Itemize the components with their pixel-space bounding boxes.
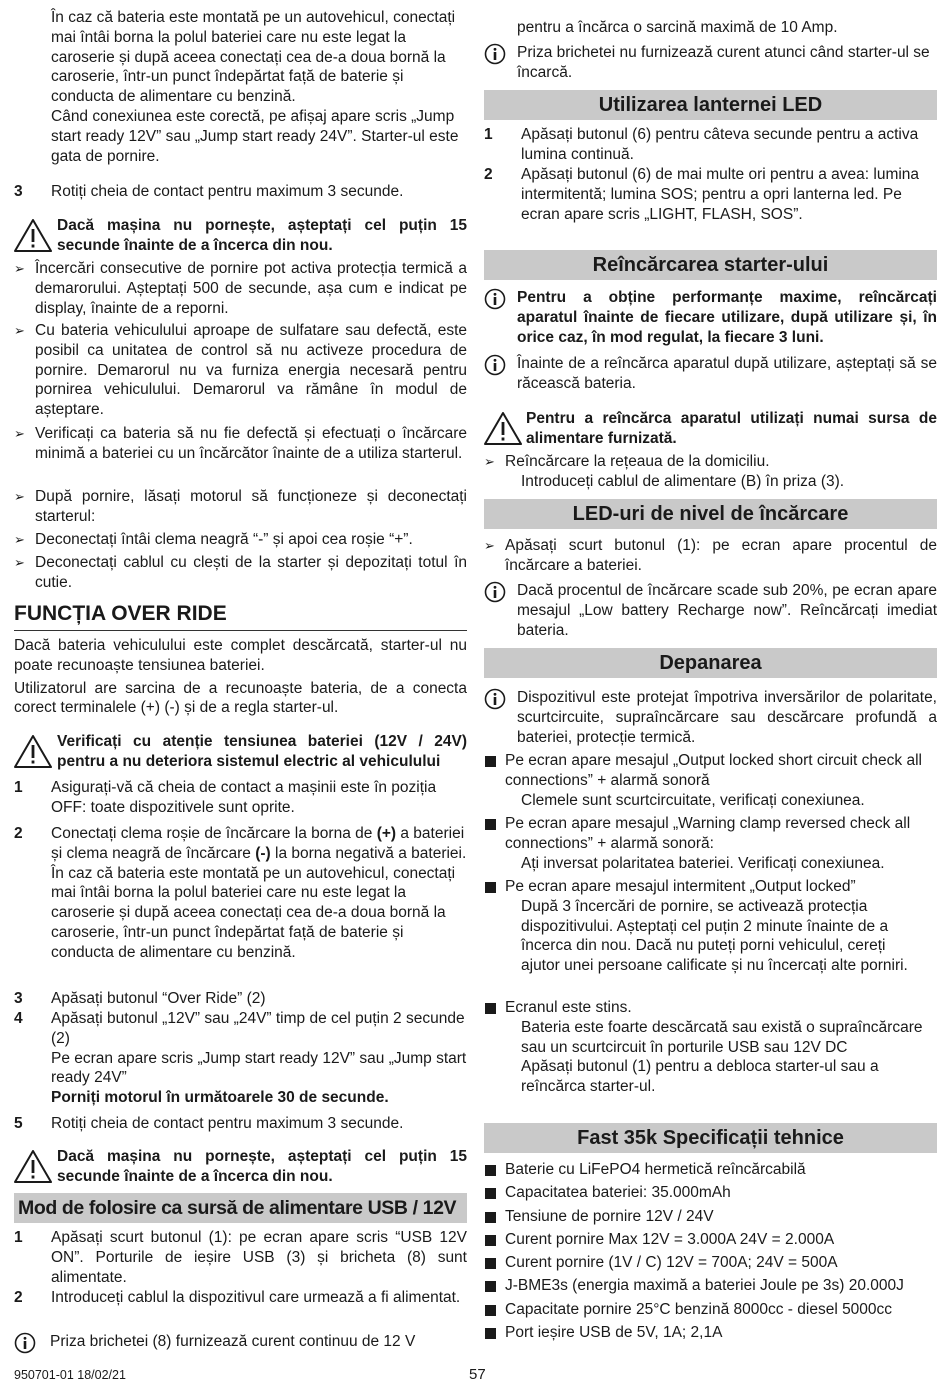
info-icon [14,1332,36,1354]
spec-text: Port ieșire USB de 5V, 1A; 2,1A [505,1324,723,1342]
step-text: Apăsați butonul (6) de mai multe ori pentru a avea: lumina intermitentă; lumina SOS; pentru a opri lanterna led. Pe ecran apare scris „LIGHT, FLASH, SOS”. [521,166,920,223]
step-text: Rotiți cheia de contact pentru maximum 3 secunde. [51,183,404,200]
list-item-text: După pornire, lăsați motorul să funcționeze și deconectați starterul: [35,488,467,525]
list-item [14,321,467,421]
continuation [484,18,937,38]
continued-text: pentru a încărca o sarcină maximă de 10 Amp. [517,19,838,36]
info-text: Priza brichetei nu furnizează curent atunci când starter-ul se încarcă. [517,44,930,81]
list-item-subtext: Bateria este foarte descărcată sau există o supraîncărcare sau un scurtcircuit în porturile USB sau 12V DC [521,1018,923,1056]
spec-text: Capacitatea bateriei: 35.000mAh [505,1184,731,1202]
spec-item [484,1230,937,1253]
info-text: Dacă procentul de încărcare scade sub 20%, pe ecran apare mesajul „Low battery Recharge now”. Reîncărcați imediat bateria. [517,582,937,639]
warning-text: Dacă mașina nu pornește, așteptați cel puțin 15 secunde înainte de a încerca din nou. [57,1148,467,1185]
document-code: 950701-01 18/02/21 [14,1368,126,1382]
info-text: Înainte de a reîncărca aparatul după utilizare, așteptați să se răcească bateria. [517,355,937,392]
step-text: Asigurați-vă că cheia de contact a mașinii este în poziția OFF: toate dispozitivele sunt oprite. [51,779,437,816]
arrow-bullet-icon: ➢ [484,538,495,553]
trouble-item-3 [484,877,937,976]
info-icon [484,354,506,376]
spec-item [484,1300,937,1323]
trouble-section-title: Depanarea [484,648,937,678]
override-paragraph-2: Utilizatorul are sarcina de a recunoaște bateria, de a conecta corect terminalele (+) (-) și de a regla starter-ul. [14,679,467,717]
list-item-text: Cu bateria vehiculului aproape de sulfatare sau defectă, este posibil ca unitatea de control să nu activeze procedura de pornire. Demarorul nu va furniza energia necesară pentru pornirea vehiculului. Demarorul va rămâne în modul de așteptare. [35,322,467,419]
spec-item [484,1160,937,1183]
square-bullet-icon [485,1328,496,1339]
step-text-part: la borna negativă a bateriei. [270,844,467,862]
trouble-item-1 [484,751,937,810]
level-bullet [484,536,937,576]
step-text: Apăsați butonul “Over Ride” (2) [51,990,266,1007]
list-item-subtext: Clemele sunt scurtcircuitate, verificați conexiunea. [521,791,865,809]
level-info [484,581,937,640]
step-number: 5 [14,1115,23,1132]
warning-block-3 [14,1147,467,1187]
warning-icon [14,218,52,253]
spec-item [484,1207,937,1230]
list-item [14,553,467,593]
info-icon [484,581,506,603]
step-number: 1 [14,779,23,796]
list-item [14,259,467,319]
spec-item [484,1323,937,1346]
spec-item [484,1183,937,1206]
recharge-info-1 [484,288,937,347]
override-step-3 [14,989,467,1009]
usb-section-title: Mod de folosire ca sursă de alimentare USB / 12V [14,1193,467,1223]
warning-block-2 [14,732,467,772]
list-item-text: Deconectați întâi clema neagră “-” și apoi cea roșie “+”. [35,531,413,548]
usb-info [14,1332,467,1352]
list-item-text: Verificați ca bateria să nu fie defectă și efectuați o încărcare minimă a bateriei cu un încărcător înainte de a utiliza starterul. [35,425,467,462]
step-text-2: Pe ecran apare scris „Jump start ready 12V” sau „Jump start ready 24V” [51,1049,467,1087]
step-number: 1 [484,126,493,143]
list-item [14,424,467,484]
list-item-text: Pe ecran apare mesajul intermitent „Output locked” [505,878,856,895]
info-text: Pentru a obține performanțe maxime, reîncărcați aparatul înainte de fiecare utilizare, după utilizare și, în orice caz, în mod regulat, la fiecare 3 luni. [517,289,937,346]
list-item [14,487,467,527]
info-icon [484,288,506,310]
info-icon [484,43,506,65]
spec-text: J-BME3s (energia maximă a bateriei Joule pe 3s) 20.000J [505,1277,904,1295]
warning-icon [484,411,522,446]
plus-terminal: (+) [376,825,397,842]
arrow-bullet-icon: ➢ [14,532,25,547]
override-step-4 [14,1009,467,1108]
warning-text: Verificați cu atenție tensiunea bateriei (12V / 24V) pentru a nu deteriora sistemul electric al vehiculului [57,733,467,770]
square-bullet-icon [485,1305,496,1316]
step-number: 3 [14,183,23,200]
spec-text: Capacitate pornire 25°C benzină 8000cc - diesel 5000cc [505,1300,893,1318]
list-item-subtext: Ați inversat polaritatea bateriei. Verificați conexiunea. [521,854,885,872]
level-section-title: LED-uri de nivel de încărcare [484,499,937,529]
led-step-2 [484,165,937,224]
arrow-bullet-icon: ➢ [484,454,495,469]
warning-text: Pentru a reîncărca aparatul utilizați numai sursa de alimentare furnizată. [526,410,937,447]
list-item-text: Apăsați scurt butonul (1): pe ecran apare procentul de încărcare a bateriei. [505,537,937,574]
trouble-item-2 [484,814,937,873]
section-title: FUNCȚIA OVER RIDE [14,601,467,631]
step-text: Apăsați scurt butonul (1): pe ecran apare scris “USB 12V ON”. Porturile de ieșire USB (3) și bricheta (8) sunt alimentate. [51,1229,467,1286]
trouble-info [484,688,937,747]
led-step-1 [484,125,937,165]
step-text-2: În caz că bateria este montată pe un autovehicul, conectați mai întâi borna la polul bateriei care nu este legat la caroserie și după aceea conectați cea de-a doua bornă la caroserie, într-un punct îndepărtat față de baterie și conducta de alimentare cu benzină. [51,864,456,961]
list-item [14,530,467,550]
arrow-bullet-icon: ➢ [14,323,25,338]
override-step-5 [14,1114,467,1134]
spec-list [484,1160,937,1346]
step-text: Rotiți cheia de contact pentru maximum 3 secunde. [51,1115,404,1132]
step-text: Introduceți cablul la dispozitivul care urmează a fi alimentat. [51,1289,461,1306]
list-item-text: Ecranul este stins. [505,999,632,1016]
spec-item [484,1253,937,1276]
warning-icon [14,734,52,769]
led-section-title: Utilizarea lanternei LED [484,90,937,120]
minus-terminal: (-) [255,844,271,862]
square-bullet-icon [485,1003,496,1014]
intro-paragraph-2: Când conexiunea este corectă, pe afișaj apare scris „Jump start ready 12V” sau „Jump start ready 24V”. Starter-ul este gata de pornire. [51,107,459,165]
spec-text: Curent pornire Max 12V = 3.000A 24V = 2.000A [505,1230,835,1248]
step-text [14,824,467,864]
list-item-text: Reîncărcare la rețeaua de la domiciliu. [505,453,770,470]
list-item-text: Încercări consecutive de pornire pot activa protecția termică a demarorului. Așteptați 500 de secunde, așa cum e indicat pe display, înainte de a reporni. [35,260,467,317]
recharge-info-2 [484,354,937,394]
square-bullet-icon [485,756,496,767]
spec-section-title: Fast 35k Specificații tehnice [484,1123,937,1153]
usb-step-1 [14,1228,467,1287]
usb-step-2 [14,1288,467,1308]
step-number: 4 [14,1010,23,1027]
trouble-item-4 [484,998,937,1097]
arrow-bullet-icon: ➢ [14,489,25,504]
list-item-text: Deconectați cablul cu clești de la starter și depozitați totul în cutie. [35,554,467,591]
spec-text: Baterie cu LiFePO4 hermetică reîncărcabilă [505,1161,806,1178]
step-3 [14,182,467,202]
intro-block [14,8,467,166]
recharge-bullet [484,452,937,492]
list-item-subtext: Introduceți cablul de alimentare (B) în priza (3). [521,472,845,490]
arrow-bullet-icon: ➢ [14,426,25,441]
override-paragraph: Dacă bateria vehiculului este complet descărcată, starter-ul nu poate recunoaște tensiunea bateriei. [14,637,467,674]
bullet-list [14,259,467,593]
square-bullet-icon [485,882,496,893]
arrow-bullet-icon: ➢ [14,555,25,570]
warning-icon [14,1149,52,1184]
step-text: Apăsați butonul „12V” sau „24V” timp de cel puțin 2 secunde (2) [51,1010,465,1047]
step-number: 3 [14,990,23,1007]
info-text: Priza brichetei (8) furnizează curent continuu de 12 V [50,1333,416,1350]
step-text: Apăsați butonul (6) pentru câteva secunde pentru a activa lumina continuă. [521,126,919,163]
recharge-warning [484,409,937,449]
square-bullet-icon [485,1235,496,1246]
square-bullet-icon [485,1188,496,1199]
override-step-1 [14,778,467,818]
intro-paragraph: În caz că bateria este montată pe un autovehicul, conectați mai întâi borna la polul bateriei care nu este legat la caroserie și după aceea conectați cea de-a doua bornă la caroserie, într-un punct îndepărtat față de baterie și conducta de alimentare cu benzină. [51,9,456,106]
recharge-section-title: Reîncărcarea starter-ului [484,250,937,280]
warning-block-1 [14,216,467,256]
list-item-text: Pe ecran apare mesajul „Warning clamp reversed check all connections” + alarmă sonoră: [505,815,911,852]
step-number: 1 [14,1229,23,1246]
step-number: 2 [14,825,23,842]
list-item-subtext: După 3 încercări de pornire, se activează protecția dispozitivului. Așteptați cel puțin 2 minute înainte de a încerca din nou. Dacă nu puteți porni vehiculul, cereți ajutor unei persoane calificate și nu încercați alte porniri. [521,897,908,975]
override-intro [14,636,467,718]
step-number: 2 [14,1289,23,1306]
list-item-subtext-2: Apăsați butonul (1) pentru a debloca starter-ul sau a reîncărca starter-ul. [521,1058,879,1096]
step-text-part: a bateriei și clema neagră de încărcare [51,825,465,862]
spec-text: Tensiune de pornire 12V / 24V [505,1207,714,1225]
warning-text: Dacă mașina nu pornește, așteptați cel puțin 15 secunde înainte de a încerca din nou. [57,217,467,254]
spec-text: Curent pornire (1V / C) 12V = 700A; 24V = 500A [505,1254,838,1272]
square-bullet-icon [485,1258,496,1269]
spec-item [484,1276,937,1299]
step-number: 2 [484,166,493,183]
info-block [484,43,937,83]
info-icon [484,688,506,710]
step-text-3: Porniți motorul în următoarele 30 de secunde. [51,1089,389,1107]
override-step-2 [14,824,467,963]
step-text-part: Conectați clema roșie de încărcare la borna de [51,825,377,842]
info-text: Dispozitivul este protejat împotriva inversărilor de polaritate, scurtcircuite, supraîncărcare sau descărcare profundă a bateriei, protecție termică. [517,689,937,746]
override-heading-block [14,601,467,631]
list-item-text: Pe ecran apare mesajul „Output locked short circuit check all connections” + alarmă sonoră [505,752,922,789]
page-number: 57 [469,1366,486,1383]
square-bullet-icon [485,819,496,830]
arrow-bullet-icon: ➢ [14,261,25,276]
square-bullet-icon [485,1212,496,1223]
square-bullet-icon [485,1281,496,1292]
square-bullet-icon [485,1165,496,1176]
